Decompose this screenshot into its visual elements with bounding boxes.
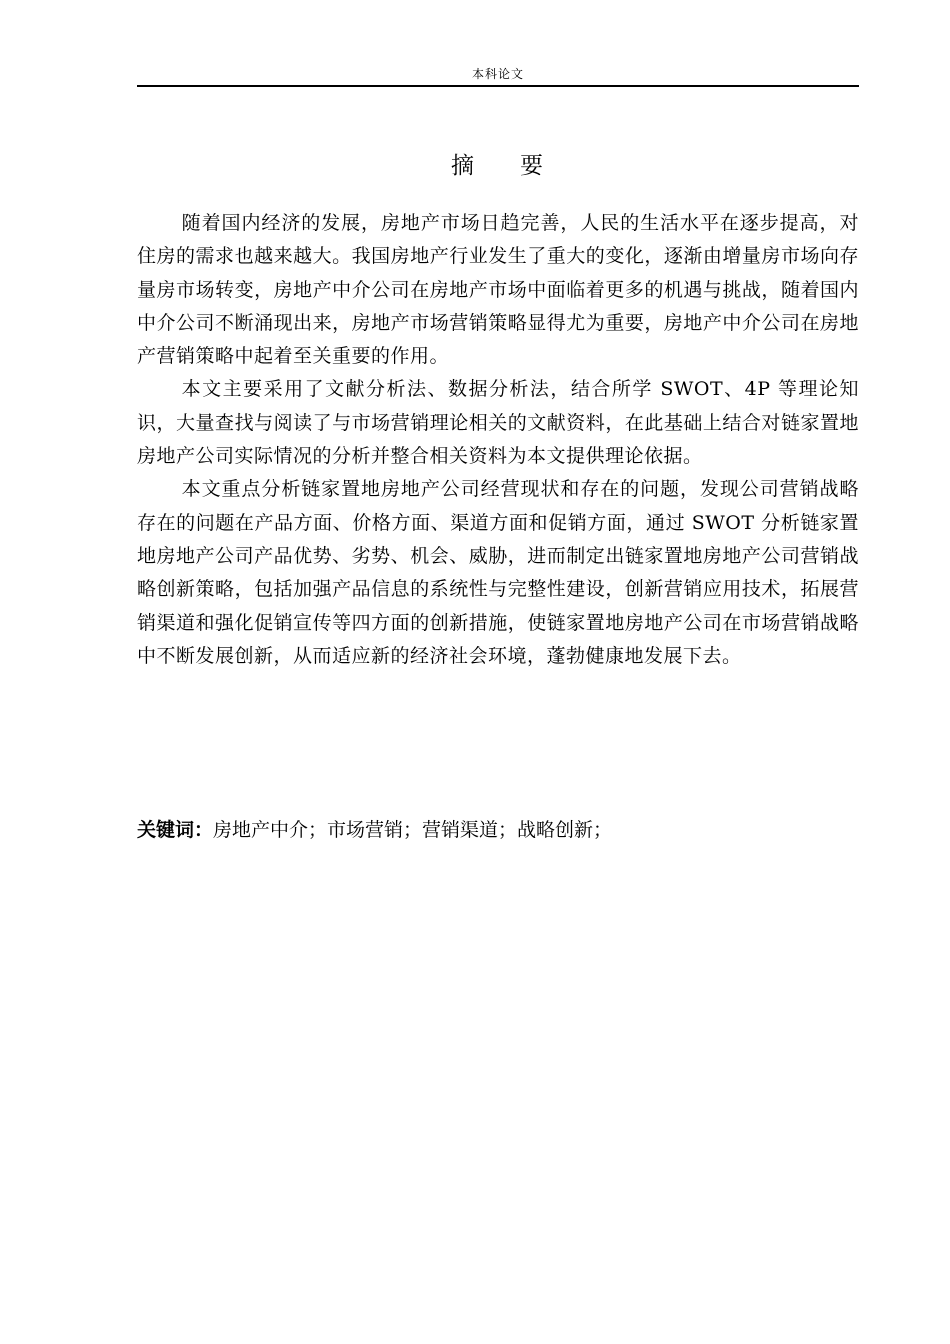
header-rule xyxy=(137,85,859,87)
running-header: 本科论文 xyxy=(471,67,524,81)
abstract-paragraph-2: 本文主要采用了文献分析法、数据分析法，结合所学 SWOT、4P 等理论知识，大量查找与阅读了与市场营销理论相关的文献资料，在此基础上结合对链家置地房地产公司实际情况的分析并整合相关资料为本文提供理论依据。 xyxy=(137,378,859,468)
abstract-paragraph-3: 本文重点分析链家置地房地产公司经营现状和存在的问题，发现公司营销战略存在的问题在产品方面、价格方面、渠道方面和促销方面，通过 SWOT 分析链家置地房地产公司产品优势、劣势、机会、威胁，进而制定出链家置地房地产公司营销战略创新策略，包括加强产品信息的系统性与完整性建设，创新营销应用技术，拓展营销渠道和强化促销宣传等四方面的创新措施，使链家置地房地产公司在市场营销战略中不断发展创新，从而适应新的经济社会环境，蓬勃健康地发展下去。 xyxy=(137,478,859,667)
keywords-line xyxy=(137,814,859,847)
abstract-title-char-2: 要 xyxy=(520,153,545,179)
keywords-text: 房地产中介；市场营销；营销渠道；战略创新； xyxy=(213,819,613,841)
abstract-paragraph-1: 随着国内经济的发展，房地产市场日趋完善，人民的生活水平在逐步提高，对住房的需求也越来越大。我国房地产行业发生了重大的变化，逐渐由增量房市场向存量房市场转变，房地产中介公司在房地产市场中面临着更多的机遇与挑战，随着国内中介公司不断涌现出来，房地产市场营销策略显得尤为重要，房地产中介公司在房地产营销策略中起着至关重要的作用。 xyxy=(137,212,859,368)
abstract-body xyxy=(137,207,859,673)
abstract-title xyxy=(137,150,859,182)
abstract-title-char-1: 摘 xyxy=(451,153,476,179)
keywords-label: 关键词： xyxy=(137,819,214,841)
